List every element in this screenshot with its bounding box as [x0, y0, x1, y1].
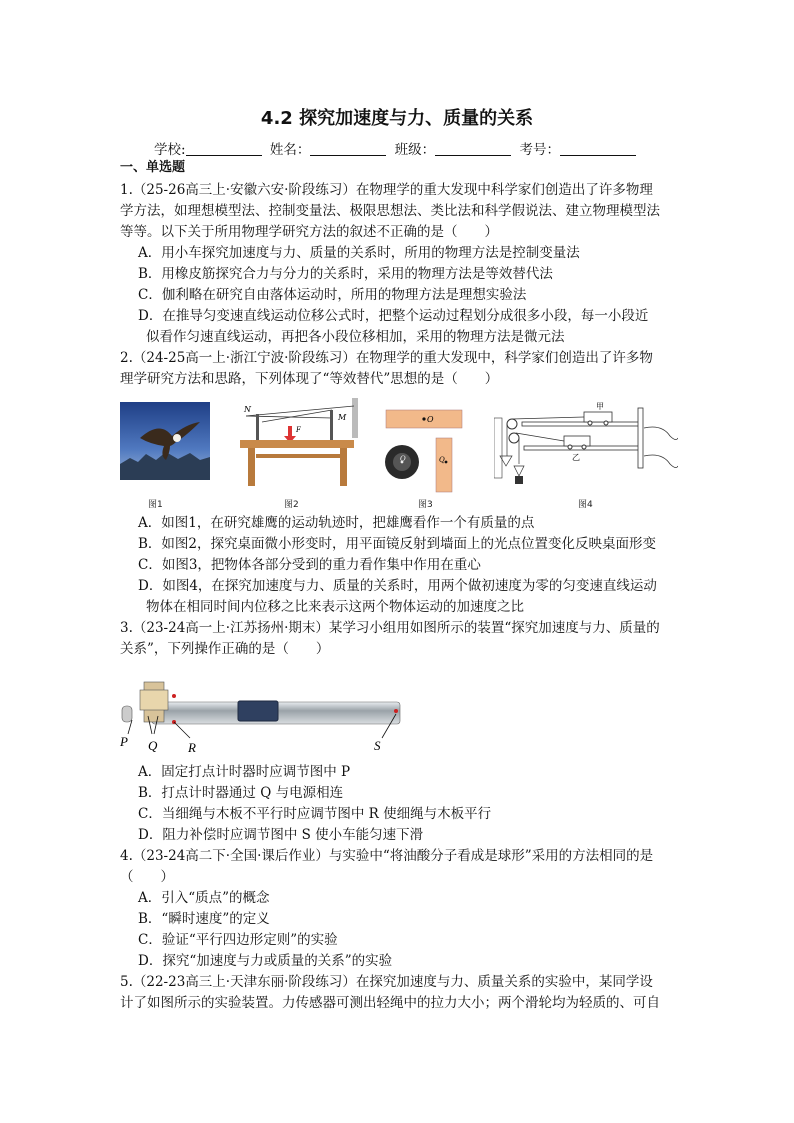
figure-4-two-carts [494, 398, 678, 490]
figure-2-label-f: F [296, 426, 301, 434]
q2-stem-line1: 2.（24-25高一上·浙江宁波·阶段练习）在物理学的重大发现中，科学家们创造出了许多物 [120, 350, 653, 366]
q1-option-c: C．伽利略在研究自由落体运动时，所用的物理方法是理想实验法 [138, 287, 527, 303]
q1-option-d-line1: D．在推导匀变速直线运动位移公式时，把整个运动过程划分成很多小段，每一小段近 [138, 308, 649, 324]
figure-2-caption: 图2 [284, 500, 299, 510]
q3-stem-line1: 3.（23-24高一上·江苏扬州·期末）某学习小组用如图所示的装置“探究加速度与力、质量的 [120, 620, 660, 636]
q4-option-a: A．引入“质点”的概念 [138, 890, 270, 906]
q2-option-c: C．如图3，把物体各部分受到的重力看作集中作用在重心 [138, 557, 481, 573]
figure-4-label-jia: 甲 [596, 402, 604, 411]
q1-option-b: B．用橡皮筋探究合力与分力的关系时，采用的物理方法是等效替代法 [138, 266, 553, 282]
q4-option-d: D．探究“加速度与力或质量的关系”的实验 [138, 953, 393, 969]
name-blank[interactable] [310, 141, 386, 156]
q3-stem-line2: 关系”，下列操作正确的是（ ） [120, 641, 330, 657]
figure-4-label-yi: 乙 [572, 453, 580, 462]
figure-3-center-of-gravity [380, 404, 475, 494]
name-label: 姓名： [269, 142, 311, 158]
q4-stem-line1: 4.（23-24高二下·全国·课后作业）与实验中“将油酸分子看成是球形”采用的方法相同的是 [120, 848, 654, 864]
q5-stem-line1: 5.（22-23高三上·天津东丽·阶段练习）在探究加速度与力、质量关系的实验中，某同学设 [120, 974, 653, 990]
q3-option-d: D．阻力补偿时应调节图中 S 使小车能匀速下滑 [138, 827, 424, 843]
figure-1-eagle [120, 402, 210, 480]
figure-q3-label-s: S [374, 738, 381, 753]
exam-number-label: 考号： [519, 142, 560, 158]
figure-q3-label-q: Q [148, 738, 158, 753]
q2-option-b: B．如图2，探究桌面微小形变时，用平面镜反射到墙面上的光点位置变化反映桌面形变 [138, 536, 657, 552]
figure-q3-apparatus [118, 676, 408, 758]
class-blank[interactable] [435, 141, 511, 156]
school-blank[interactable] [186, 141, 262, 156]
q1-option-d-line2: 似看作匀速直线运动，再把各小段位移相加，采用的物理方法是微元法 [146, 329, 565, 345]
q1-stem-line3: 等等。以下关于所用物理学研究方法的叙述不正确的是（ ） [120, 224, 498, 240]
q2-stem-line2: 理学研究方法和思路，下列体现了“等效替代”思想的是（ ） [120, 371, 499, 387]
exam-number-blank[interactable] [560, 141, 636, 156]
class-label: 班级： [394, 142, 436, 158]
q3-option-b: B．打点计时器通过 Q 与电源相连 [138, 785, 344, 801]
q1-stem-line2: 学方法，如理想模型法、控制变量法、极限思想法、类比法和科学假说法、建立物理模型法 [120, 203, 660, 219]
q1-stem-line1: 1.（25-26高三上·安徽六安·阶段练习）在物理学的重大发现中科学家们创造出了许多物理 [120, 182, 653, 198]
q4-option-c: C．验证“平行四边形定则”的实验 [138, 932, 338, 948]
figure-2-label-n: N [244, 405, 251, 414]
q4-option-b: B．“瞬时速度”的定义 [138, 911, 270, 927]
figure-2-table-mirror [232, 396, 362, 491]
school-label: 学校: [154, 142, 186, 158]
figure-3-label-q: Q [439, 456, 445, 464]
page-title: 4.2 探究加速度与力、质量的关系 [260, 108, 534, 129]
q2-option-d-line1: D．如图4，在探究加速度与力、质量的关系时，用两个做初速度为零的匀变速直线运动 [138, 578, 657, 594]
figure-3-label-o-top: O [427, 415, 434, 424]
q4-stem-line2: （ ） [120, 869, 174, 885]
figure-3-label-o-ball: O [400, 455, 406, 463]
q5-stem-line2: 计了如图所示的实验装置。力传感器可测出轻绳中的拉力大小；两个滑轮均为轻质的、可自 [120, 995, 660, 1011]
figure-4-caption: 图4 [578, 500, 593, 510]
student-info-row [0, 138, 794, 158]
q2-option-d-line2: 物体在相同时间内位移之比来表示这两个物体运动的加速度之比 [146, 599, 524, 615]
q1-option-a: A．用小车探究加速度与力、质量的关系时，所用的物理方法是控制变量法 [138, 245, 580, 261]
q3-option-c: C．当细绳与木板不平行时应调节图中 R 使细绳与木板平行 [138, 806, 492, 822]
figure-q3-label-r: R [188, 740, 196, 755]
figure-2-label-m: M [338, 413, 347, 422]
figure-q3-label-p: P [120, 734, 128, 749]
q3-option-a: A．固定打点计时器时应调节图中 P [138, 764, 351, 780]
figure-3-caption: 图3 [418, 500, 433, 510]
q2-option-a: A．如图1，在研究雄鹰的运动轨迹时，把雄鹰看作一个有质量的点 [138, 515, 535, 531]
figure-1-caption: 图1 [148, 500, 163, 510]
section-heading: 一、单选题 [120, 160, 186, 175]
